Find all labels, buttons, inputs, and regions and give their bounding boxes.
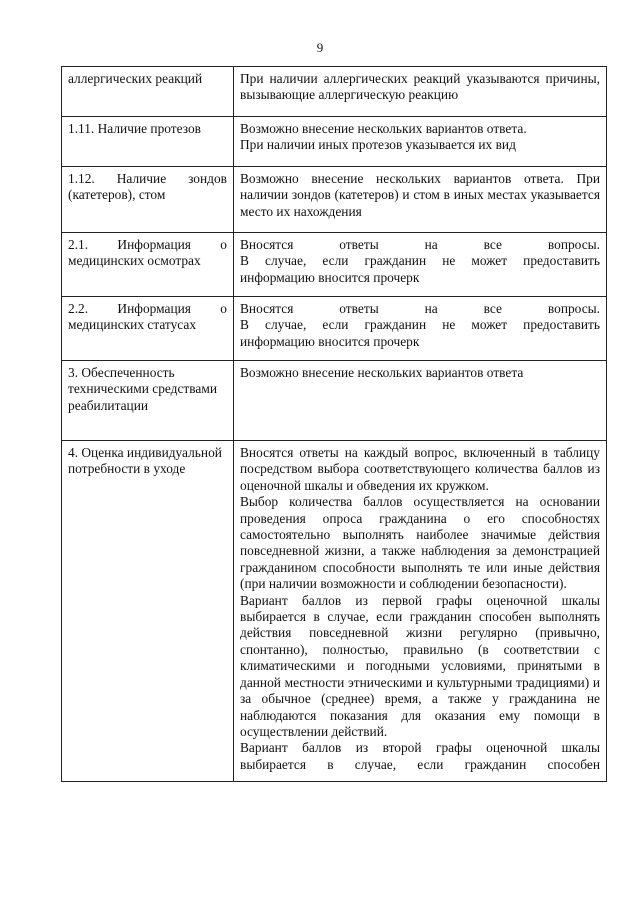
row-label: 4. Оценка индивидуальной потребности в уходе <box>62 441 234 782</box>
row-description <box>234 361 607 441</box>
row-description <box>234 297 607 361</box>
row-text: Вносятся ответы на все вопросы. <box>240 301 600 316</box>
row-label: 3. Обеспеченность техническими средствами реабилитации <box>62 361 234 441</box>
row-label: аллергических реакций <box>62 67 234 117</box>
row-label: 1.11. Наличие протезов <box>62 117 234 167</box>
row-text: Вариант баллов из первой графы оценочной шкалы выбирается в случае, если гражданин способен выполнять действия повседневной жизни регулярно (привычно, спонтанно), полностью, правильно (в соответствии с климатическими и погодными условиями, принятыми в данной местности этническими и культурными традициями) и за обычное (среднее) время, а также у гражданина не наблюдаются показания для оказания ему помощи в осуществлении действий. <box>240 592 600 739</box>
table-row <box>62 233 607 297</box>
table-row <box>62 167 607 233</box>
row-text: В случае, если гражданин не может предоставить информацию вносится прочерк <box>240 253 600 285</box>
row-description <box>234 233 607 297</box>
row-label: 2.1. Информация о медицинских осмотрах <box>62 233 234 297</box>
row-description <box>234 67 607 117</box>
row-text: Возможно внесение нескольких вариантов ответа <box>240 365 524 380</box>
row-description <box>234 117 607 167</box>
table-row <box>62 117 607 167</box>
row-text: Выбор количества баллов осуществляется на основании проведения опроса гражданина о его способностях самостоятельно выполнять наиболее значимые действия повседневной жизни, а также наблюдения за демонстрацией гражданином способности выполнять те или иные действия (при наличии возможности и соблюдении безопасности). <box>240 494 600 592</box>
row-label: 1.12. Наличие зондов (катетеров), стом <box>62 167 234 233</box>
row-text: Возможно внесение нескольких вариантов ответа. <box>240 121 527 136</box>
row-text: Вносятся ответы на каждый вопрос, включенный в таблицу посредством выбора соответствующего количества баллов из оценочной шкалы и обведения их кружком. <box>240 445 600 493</box>
row-label: 2.2. Информация о медицинских статусах <box>62 297 234 361</box>
row-description <box>234 441 607 782</box>
row-text: При наличии аллергических реакций указываются причины, вызывающие аллергическую реакцию <box>240 71 600 103</box>
row-description <box>234 167 607 233</box>
table-row <box>62 67 607 117</box>
table-row <box>62 361 607 441</box>
page-number: 9 <box>316 40 324 55</box>
row-text: Возможно внесение нескольких вариантов ответа. При наличии зондов (катетеров) и стом в иных местах указывается место их нахождения <box>240 171 600 219</box>
table-row <box>62 441 607 782</box>
table-row <box>62 297 607 361</box>
row-text: Вносятся ответы на все вопросы. <box>240 237 600 252</box>
instructions-table <box>61 66 607 782</box>
row-text: При наличии иных протезов указывается их вид <box>240 137 516 153</box>
row-text: Вариант баллов из второй графы оценочной шкалы выбирается в случае, если гражданин способен <box>240 740 600 772</box>
row-text: В случае, если гражданин не может предоставить информацию вносится прочерк <box>240 317 600 349</box>
